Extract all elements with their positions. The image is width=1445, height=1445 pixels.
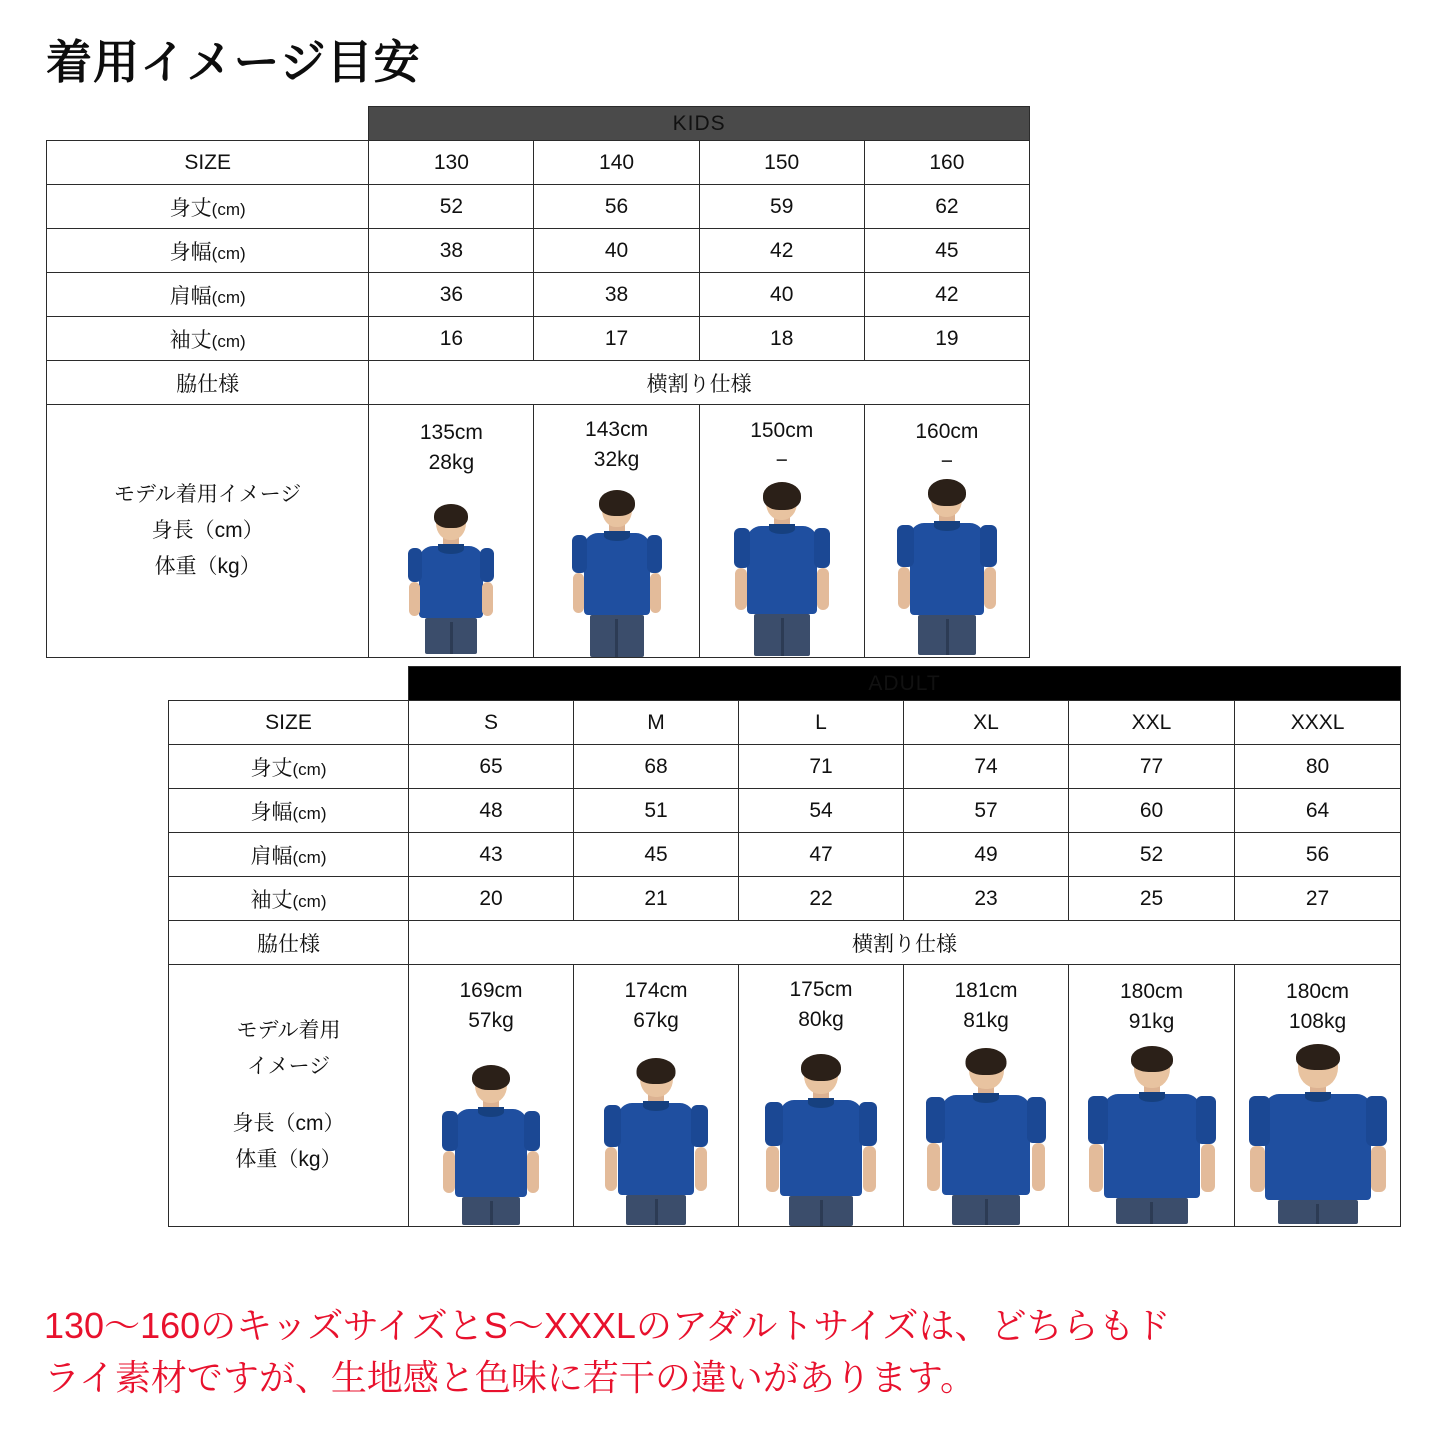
adult-band-row (169, 667, 1401, 701)
kids-model-weight-150: − (775, 448, 788, 472)
adult-shoulder-unit: (cm) (292, 847, 327, 867)
kids-model-figure-140 (557, 490, 677, 657)
kids-width-140: 40 (534, 229, 699, 273)
kids-length-unit: (cm) (211, 199, 246, 219)
kids-model-label-line1: モデル着用イメージ (113, 483, 302, 507)
kids-model-height-150: 150cm (750, 418, 814, 442)
kids-width-150: 42 (699, 229, 864, 273)
adult-model-meas-m (574, 966, 738, 1037)
adult-model-meas-xxl (1069, 967, 1234, 1038)
adult-model-figure-l (761, 1054, 881, 1226)
adult-size-xxxl: XXXL (1235, 701, 1401, 745)
kids-shoulder-140: 38 (534, 273, 699, 317)
adult-sleeve-xxxl: 27 (1235, 877, 1401, 921)
kids-model-weight-160: − (940, 449, 954, 473)
kids-shoulder-row (47, 273, 1030, 317)
adult-length-row (169, 745, 1401, 789)
kids-size-130: 130 (369, 141, 534, 185)
kids-width-label (47, 229, 369, 273)
adult-sleeve-xl: 23 (904, 877, 1069, 921)
adult-sidespec-value: 横割り仕様 (409, 921, 1401, 965)
adult-width-m: 51 (574, 789, 739, 833)
kids-size-140: 140 (534, 141, 699, 185)
adult-size-m: M (574, 701, 739, 745)
adult-model-height-xxxl: 180cm (1286, 980, 1350, 1003)
kids-model-cell-140 (534, 405, 699, 658)
adult-model-weight-xxl: 91kg (1128, 1010, 1175, 1034)
kids-width-130: 38 (369, 229, 534, 273)
footnote (44, 1300, 1414, 1404)
adult-band-label: ADULT (409, 667, 1401, 701)
kids-length-130: 52 (369, 185, 534, 229)
kids-size-label: SIZE (47, 141, 369, 185)
adult-model-cell-xxxl (1235, 965, 1401, 1227)
adult-width-row (169, 789, 1401, 833)
adult-length-xl: 74 (904, 745, 1069, 789)
adult-shoulder-l: 47 (739, 833, 904, 877)
kids-model-height-140: 143cm (585, 418, 649, 441)
kids-sleeve-label (47, 317, 369, 361)
adult-width-s: 48 (409, 789, 574, 833)
adult-model-height-xxl: 180cm (1119, 980, 1184, 1003)
adult-model-label-line1: モデル着用 (236, 1019, 341, 1043)
kids-model-meas-150 (700, 406, 864, 477)
adult-model-weight-xxxl: 108kg (1288, 1010, 1347, 1034)
kids-model-label-line3: 体重（kg） (154, 554, 261, 578)
kids-band-spacer (47, 107, 369, 141)
kids-width-label-text: 身幅 (169, 240, 212, 264)
adult-width-xxl: 60 (1069, 789, 1235, 833)
adult-model-label-line3: 身長（cm） (232, 1112, 345, 1136)
adult-shoulder-label-text: 肩幅 (250, 844, 293, 868)
adult-shoulder-xl: 49 (904, 833, 1069, 877)
adult-shoulder-m: 45 (574, 833, 739, 877)
adult-size-table (168, 666, 1401, 1227)
kids-band-row (47, 107, 1030, 141)
kids-size-table (46, 106, 1030, 658)
kids-sidespec-row (47, 361, 1030, 405)
adult-size-xl: XL (904, 701, 1069, 745)
adult-model-height-s: 169cm (459, 979, 523, 1002)
adult-model-figure-xxl (1092, 1046, 1212, 1224)
kids-length-label (47, 185, 369, 229)
adult-model-height-m: 174cm (624, 978, 688, 1002)
adult-length-s: 65 (409, 745, 574, 789)
footnote-line-2: ライ素材ですが、生地感と色味に若干の違いがあります。 (44, 1357, 977, 1399)
adult-model-cell-s (409, 965, 574, 1227)
adult-size-s: S (409, 701, 574, 745)
kids-size-table-wrapper (46, 106, 1030, 658)
adult-sleeve-l: 22 (739, 877, 904, 921)
page-title: 着用イメージ目安 (46, 36, 421, 88)
adult-shoulder-xxl: 52 (1069, 833, 1235, 877)
adult-width-label-text: 身幅 (250, 800, 293, 824)
kids-model-height-130: 135cm (419, 420, 483, 444)
kids-model-meas-130 (369, 408, 533, 479)
adult-sleeve-s: 20 (409, 877, 574, 921)
adult-model-weight-l: 80kg (798, 1008, 844, 1032)
adult-sidespec-label: 脇仕様 (169, 921, 409, 965)
kids-length-row (47, 185, 1030, 229)
kids-sleeve-label-text: 袖丈 (169, 328, 212, 352)
adult-sleeve-label (169, 877, 409, 921)
adult-model-meas-xl (904, 966, 1068, 1037)
kids-length-140: 56 (534, 185, 699, 229)
adult-length-label (169, 745, 409, 789)
adult-sleeve-label-text: 袖丈 (250, 888, 293, 912)
kids-model-meas-160 (865, 407, 1029, 478)
adult-length-l: 71 (739, 745, 904, 789)
adult-model-label-line4: 体重（kg） (235, 1148, 342, 1172)
kids-model-figure-150 (722, 482, 842, 656)
adult-size-xxl: XXL (1069, 701, 1235, 745)
kids-sleeve-140: 17 (534, 317, 699, 361)
kids-band-label: KIDS (369, 107, 1030, 141)
adult-shoulder-xxxl: 56 (1235, 833, 1401, 877)
adult-model-cell-l (739, 965, 904, 1227)
adult-length-unit: (cm) (292, 759, 327, 779)
adult-model-meas-s (409, 966, 573, 1037)
adult-model-height-xl: 181cm (954, 978, 1018, 1002)
adult-width-l: 54 (739, 789, 904, 833)
kids-shoulder-unit: (cm) (211, 287, 246, 307)
adult-model-meas-xxxl (1235, 967, 1400, 1038)
adult-band-spacer (169, 667, 409, 701)
kids-shoulder-label-text: 肩幅 (169, 284, 212, 308)
adult-size-label: SIZE (169, 701, 409, 745)
adult-width-label (169, 789, 409, 833)
kids-sidespec-label: 脇仕様 (47, 361, 369, 405)
adult-model-figure-m (596, 1058, 716, 1225)
adult-length-m: 68 (574, 745, 739, 789)
adult-length-label-text: 身丈 (250, 756, 293, 780)
kids-size-row (47, 141, 1030, 185)
kids-model-label-line2: 身長（cm） (151, 519, 264, 543)
kids-width-unit: (cm) (211, 243, 246, 263)
adult-width-xxxl: 64 (1235, 789, 1401, 833)
kids-shoulder-150: 40 (699, 273, 864, 317)
kids-shoulder-160: 42 (864, 273, 1029, 317)
adult-model-cell-m (574, 965, 739, 1227)
kids-width-row (47, 229, 1030, 273)
adult-model-meas-l (739, 965, 903, 1036)
adult-shoulder-s: 43 (409, 833, 574, 877)
adult-sleeve-m: 21 (574, 877, 739, 921)
adult-model-label-line2: イメージ (246, 1054, 331, 1078)
kids-size-150: 150 (699, 141, 864, 185)
adult-model-weight-s: 57kg (468, 1009, 514, 1033)
adult-width-xl: 57 (904, 789, 1069, 833)
adult-shoulder-label (169, 833, 409, 877)
kids-model-cell-160 (864, 405, 1029, 658)
adult-model-row (169, 965, 1401, 1227)
adult-model-cell-xl (904, 965, 1069, 1227)
kids-model-meas-140 (534, 405, 698, 476)
kids-sleeve-150: 18 (699, 317, 864, 361)
kids-length-label-text: 身丈 (169, 196, 212, 220)
adult-model-label (169, 965, 409, 1227)
adult-model-weight-xl: 81kg (963, 1008, 1009, 1032)
kids-model-weight-130: 28kg (428, 450, 475, 474)
kids-length-150: 59 (699, 185, 864, 229)
kids-size-160: 160 (864, 141, 1029, 185)
kids-model-cell-130 (369, 405, 534, 658)
adult-length-xxxl: 80 (1235, 745, 1401, 789)
adult-model-figure-xxxl (1258, 1044, 1378, 1224)
adult-sleeve-xxl: 25 (1069, 877, 1235, 921)
adult-width-unit: (cm) (292, 803, 327, 823)
adult-length-xxl: 77 (1069, 745, 1235, 789)
kids-model-cell-150 (699, 405, 864, 658)
adult-model-height-l: 175cm (789, 978, 853, 1001)
kids-model-weight-140: 32kg (593, 448, 640, 472)
kids-sleeve-row (47, 317, 1030, 361)
kids-sleeve-160: 19 (864, 317, 1029, 361)
kids-shoulder-130: 36 (369, 273, 534, 317)
adult-sleeve-row (169, 877, 1401, 921)
adult-model-weight-m: 67kg (633, 1008, 679, 1032)
adult-size-table-wrapper (168, 666, 1400, 1227)
adult-sidespec-row (169, 921, 1401, 965)
kids-model-figure-130 (391, 504, 511, 654)
adult-sleeve-unit: (cm) (292, 891, 327, 911)
adult-size-row (169, 701, 1401, 745)
adult-size-l: L (739, 701, 904, 745)
adult-model-cell-xxl (1069, 965, 1235, 1227)
kids-length-160: 62 (864, 185, 1029, 229)
adult-model-figure-s (431, 1065, 551, 1225)
kids-sleeve-unit: (cm) (211, 331, 246, 351)
footnote-line-1: 130〜160のキッズサイズとS〜XXXLのアダルトサイズは、どちらもド (44, 1305, 1171, 1346)
kids-sleeve-130: 16 (369, 317, 534, 361)
kids-model-label (47, 405, 369, 658)
kids-shoulder-label (47, 273, 369, 317)
adult-model-figure-xl (926, 1048, 1046, 1225)
adult-shoulder-row (169, 833, 1401, 877)
kids-width-160: 45 (864, 229, 1029, 273)
kids-model-row (47, 405, 1030, 658)
kids-sidespec-value: 横割り仕様 (369, 361, 1030, 405)
kids-model-height-160: 160cm (915, 419, 979, 443)
kids-model-figure-160 (887, 479, 1007, 655)
